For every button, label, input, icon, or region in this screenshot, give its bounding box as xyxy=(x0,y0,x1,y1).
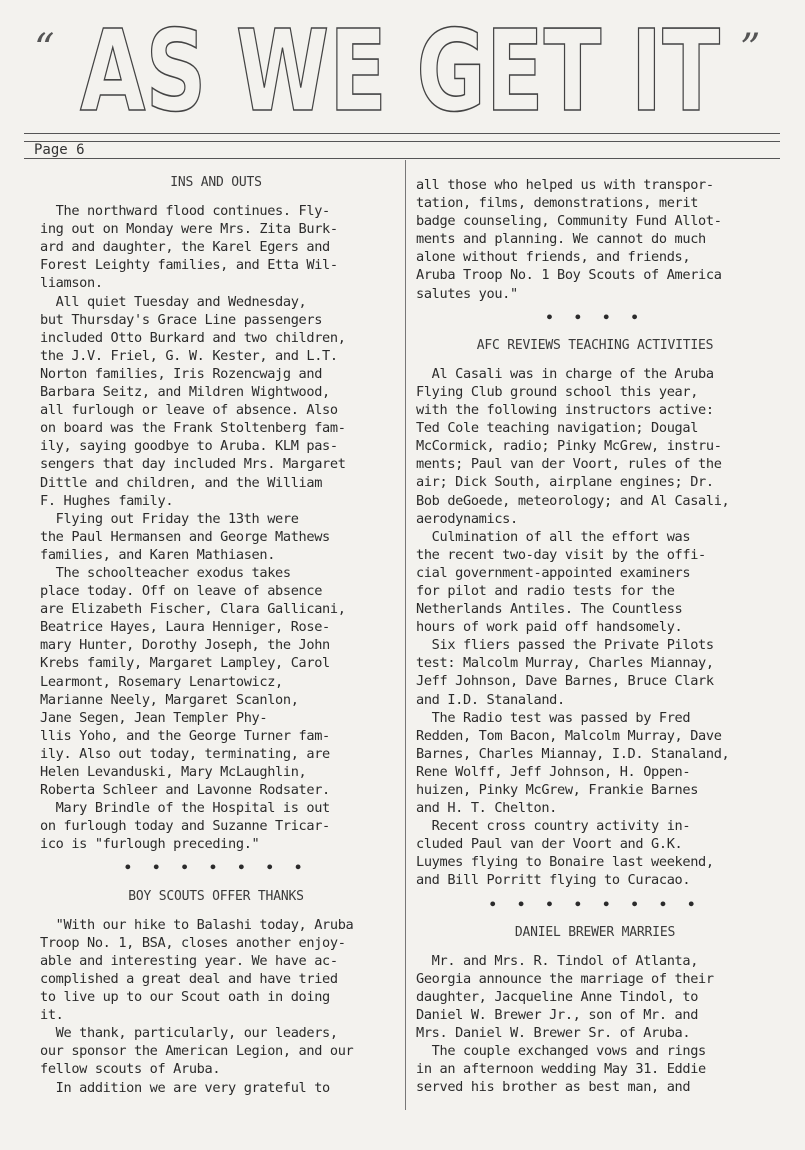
boy-scouts-continued xyxy=(416,176,774,303)
body-line: place today. Off on leave of absence xyxy=(40,583,323,600)
body-line: Netherlands Antiles. The Countless xyxy=(416,601,683,618)
body-line: McCormick, radio; Pinky McGrew, instru- xyxy=(416,438,722,455)
body-line: it. xyxy=(40,1007,64,1024)
body-line: Six fliers passed the Private Pilots xyxy=(416,637,714,654)
body-line: In addition we are very grateful to xyxy=(40,1079,330,1096)
body-line: Flying Club ground school this year, xyxy=(416,383,699,400)
body-line: ily, saying goodbye to Aruba. KLM pas- xyxy=(40,438,338,455)
right-column xyxy=(416,176,774,1097)
body-line: Bob deGoede, meteorology; and Al Casali, xyxy=(416,492,730,509)
body-line: liamson. xyxy=(40,275,103,292)
body-line: ard and daughter, the Karel Egers and xyxy=(40,239,330,256)
body-line: the Paul Hermansen and George Mathews xyxy=(40,528,330,545)
body-line: families, and Karen Mathiasen. xyxy=(40,546,276,563)
brewer-heading: DANIEL BREWER MARRIES xyxy=(514,924,676,940)
body-line: in an afternoon wedding May 31. Eddie xyxy=(416,1061,706,1078)
body-line: The northward flood continues. Fly- xyxy=(40,203,330,220)
body-line: Norton families, Iris Rozencwajg and xyxy=(40,365,323,382)
body-line: fellow scouts of Aruba. xyxy=(40,1061,221,1078)
body-line: mary Hunter, Dorothy Joseph, the John xyxy=(40,637,330,654)
body-line: Aruba Troop No. 1 Boy Scouts of America xyxy=(416,267,722,284)
body-line: Luymes flying to Bonaire last weekend, xyxy=(416,854,714,871)
body-line: Barbara Seitz, and Mildren Wightwood, xyxy=(40,384,330,401)
left-column xyxy=(40,174,392,1097)
column-divider xyxy=(405,160,406,1110)
body-line: Beatrice Hayes, Laura Henniger, Rose- xyxy=(40,619,330,636)
body-line: Jeff Johnson, Dave Barnes, Bruce Clark xyxy=(416,673,714,690)
masthead-title: AS WE GET IT xyxy=(80,10,720,130)
body-line: cluded Paul van der Voort and G.K. xyxy=(416,836,683,853)
body-line: Mrs. Daniel W. Brewer Sr. of Aruba. xyxy=(416,1025,691,1042)
body-line: Learmont, Rosemary Lenartowicz, xyxy=(40,673,283,690)
body-line: llis Yoho, and the George Turner fam- xyxy=(40,727,330,744)
masthead-open-quote: “ xyxy=(34,26,55,72)
body-line: Forest Leighty families, and Etta Wil- xyxy=(40,257,338,274)
body-line: Rene Wolff, Jeff Johnson, H. Oppen- xyxy=(416,763,691,780)
body-line: tation, films, demonstrations, merit xyxy=(416,195,699,212)
page-number: Page 6 xyxy=(34,142,85,158)
body-line: daughter, Jacqueline Anne Tindol, to xyxy=(416,988,699,1005)
body-line: cial government-appointed examiners xyxy=(416,564,691,581)
body-line: The schoolteacher exodus takes xyxy=(40,564,291,581)
body-line: alone without friends, and friends, xyxy=(416,249,691,266)
body-line: and Bill Porritt flying to Curacao. xyxy=(416,872,691,889)
masthead xyxy=(28,10,788,130)
masthead-title-art xyxy=(28,10,788,130)
body-line: Barnes, Charles Miannay, I.D. Stanaland, xyxy=(416,745,730,762)
masthead-rule-bottom xyxy=(24,141,780,142)
brewer-body xyxy=(416,952,774,1097)
body-line: Helen Levanduski, Mary McLaughlin, xyxy=(40,764,307,780)
body-line: and H. T. Chelton. xyxy=(416,800,558,817)
body-line: with the following instructors active: xyxy=(416,402,714,419)
body-line: served his brother as best man, and xyxy=(416,1079,691,1096)
body-line: We thank, particularly, our leaders, xyxy=(40,1025,338,1042)
body-line: sengers that day included Mrs. Margaret xyxy=(40,456,346,473)
body-line: hours of work paid off handsomely. xyxy=(416,619,683,636)
body-line: to live up to our Scout oath in doing xyxy=(40,989,330,1006)
body-line: air; Dick South, airplane engines; Dr. xyxy=(416,474,714,491)
body-line: Recent cross country activity in- xyxy=(416,818,691,835)
body-line: are Elizabeth Fischer, Clara Gallicani, xyxy=(40,601,346,618)
masthead-close-quote: ” xyxy=(740,26,761,72)
body-line: the recent two-day visit by the offi- xyxy=(416,546,706,563)
body-line: Troop No. 1, BSA, closes another enjoy- xyxy=(40,934,346,951)
body-line: for pilot and radio tests for the xyxy=(416,582,675,599)
afc-heading: AFC REVIEWS TEACHING ACTIVITIES xyxy=(476,337,714,353)
body-line: Georgia announce the marriage of their xyxy=(416,970,714,987)
body-line: complished a great deal and have tried xyxy=(40,970,338,987)
body-line: Marianne Neely, Margaret Scanlon, xyxy=(40,691,299,708)
body-line: "With our hike to Balashi today, Aruba xyxy=(40,916,354,933)
body-line: included Otto Burkard and two children, xyxy=(40,329,346,346)
afc-body xyxy=(416,365,774,890)
body-line: The couple exchanged vows and rings xyxy=(416,1043,706,1060)
body-line: ico is "furlough preceding." xyxy=(40,836,260,853)
body-line: All quiet Tuesday and Wednesday, xyxy=(40,293,307,310)
body-line: and I.D. Stanaland. xyxy=(416,691,565,708)
header-rule xyxy=(24,158,780,159)
body-line: Mr. and Mrs. R. Tindol of Atlanta, xyxy=(416,952,699,969)
masthead-rule-top xyxy=(24,133,780,134)
body-line: Mary Brindle of the Hospital is out xyxy=(40,800,330,817)
body-line: ments and planning. We cannot do much xyxy=(416,231,706,248)
body-line: badge counseling, Community Fund Allot- xyxy=(416,213,722,230)
body-line: The Radio test was passed by Fred xyxy=(416,709,691,726)
section-separator: • • • • xyxy=(545,309,645,326)
body-line: Jane Segen, Jean Templer Phy- xyxy=(40,709,268,726)
body-line: on furlough today and Suzanne Tricar- xyxy=(40,818,330,835)
body-line: ing out on Monday were Mrs. Zita Burk- xyxy=(40,221,338,238)
body-line: Ted Cole teaching navigation; Dougal xyxy=(416,420,699,437)
body-line: aerodynamics. xyxy=(416,510,518,527)
body-line: test: Malcolm Murray, Charles Miannay, xyxy=(416,655,714,672)
body-line: Dittle and children, and the William xyxy=(40,474,323,491)
body-line: Daniel W. Brewer Jr., son of Mr. and xyxy=(416,1007,699,1024)
section-separator: • • • • • • • • xyxy=(488,896,702,913)
body-line: able and interesting year. We have ac- xyxy=(40,952,338,969)
ins-and-outs-heading: INS AND OUTS xyxy=(170,175,262,190)
body-line: Culmination of all the effort was xyxy=(416,528,691,545)
body-line: all those who helped us with transpor- xyxy=(416,177,714,193)
body-line: on board was the Frank Stoltenberg fam- xyxy=(40,420,346,437)
body-line: ily. Also out today, terminating, are xyxy=(40,745,330,762)
section-separator: • • • • • • • xyxy=(123,860,309,877)
body-line: all furlough or leave of absence. Also xyxy=(40,402,338,419)
body-line: our sponsor the American Legion, and our xyxy=(40,1043,354,1060)
body-line: Roberta Schleer and Lavonne Rodsater. xyxy=(40,782,330,799)
body-line: Redden, Tom Bacon, Malcolm Murray, Dave xyxy=(416,727,722,744)
body-line: the J.V. Friel, G. W. Kester, and L.T. xyxy=(40,347,338,364)
body-line: Al Casali was in charge of the Aruba xyxy=(416,365,714,382)
body-line: F. Hughes family. xyxy=(40,492,174,509)
boy-scouts-body xyxy=(40,916,392,1097)
ins-and-outs-body xyxy=(40,202,392,853)
boy-scouts-heading: BOY SCOUTS OFFER THANKS xyxy=(128,888,304,904)
body-line: Flying out Friday the 13th were xyxy=(40,510,299,527)
body-line: Krebs family, Margaret Lampley, Carol xyxy=(40,655,330,672)
body-line: ments; Paul van der Voort, rules of the xyxy=(416,456,722,473)
body-line: huizen, Pinky McGrew, Frankie Barnes xyxy=(416,782,699,798)
body-line: salutes you." xyxy=(416,285,518,302)
body-line: but Thursday's Grace Line passengers xyxy=(40,311,323,328)
